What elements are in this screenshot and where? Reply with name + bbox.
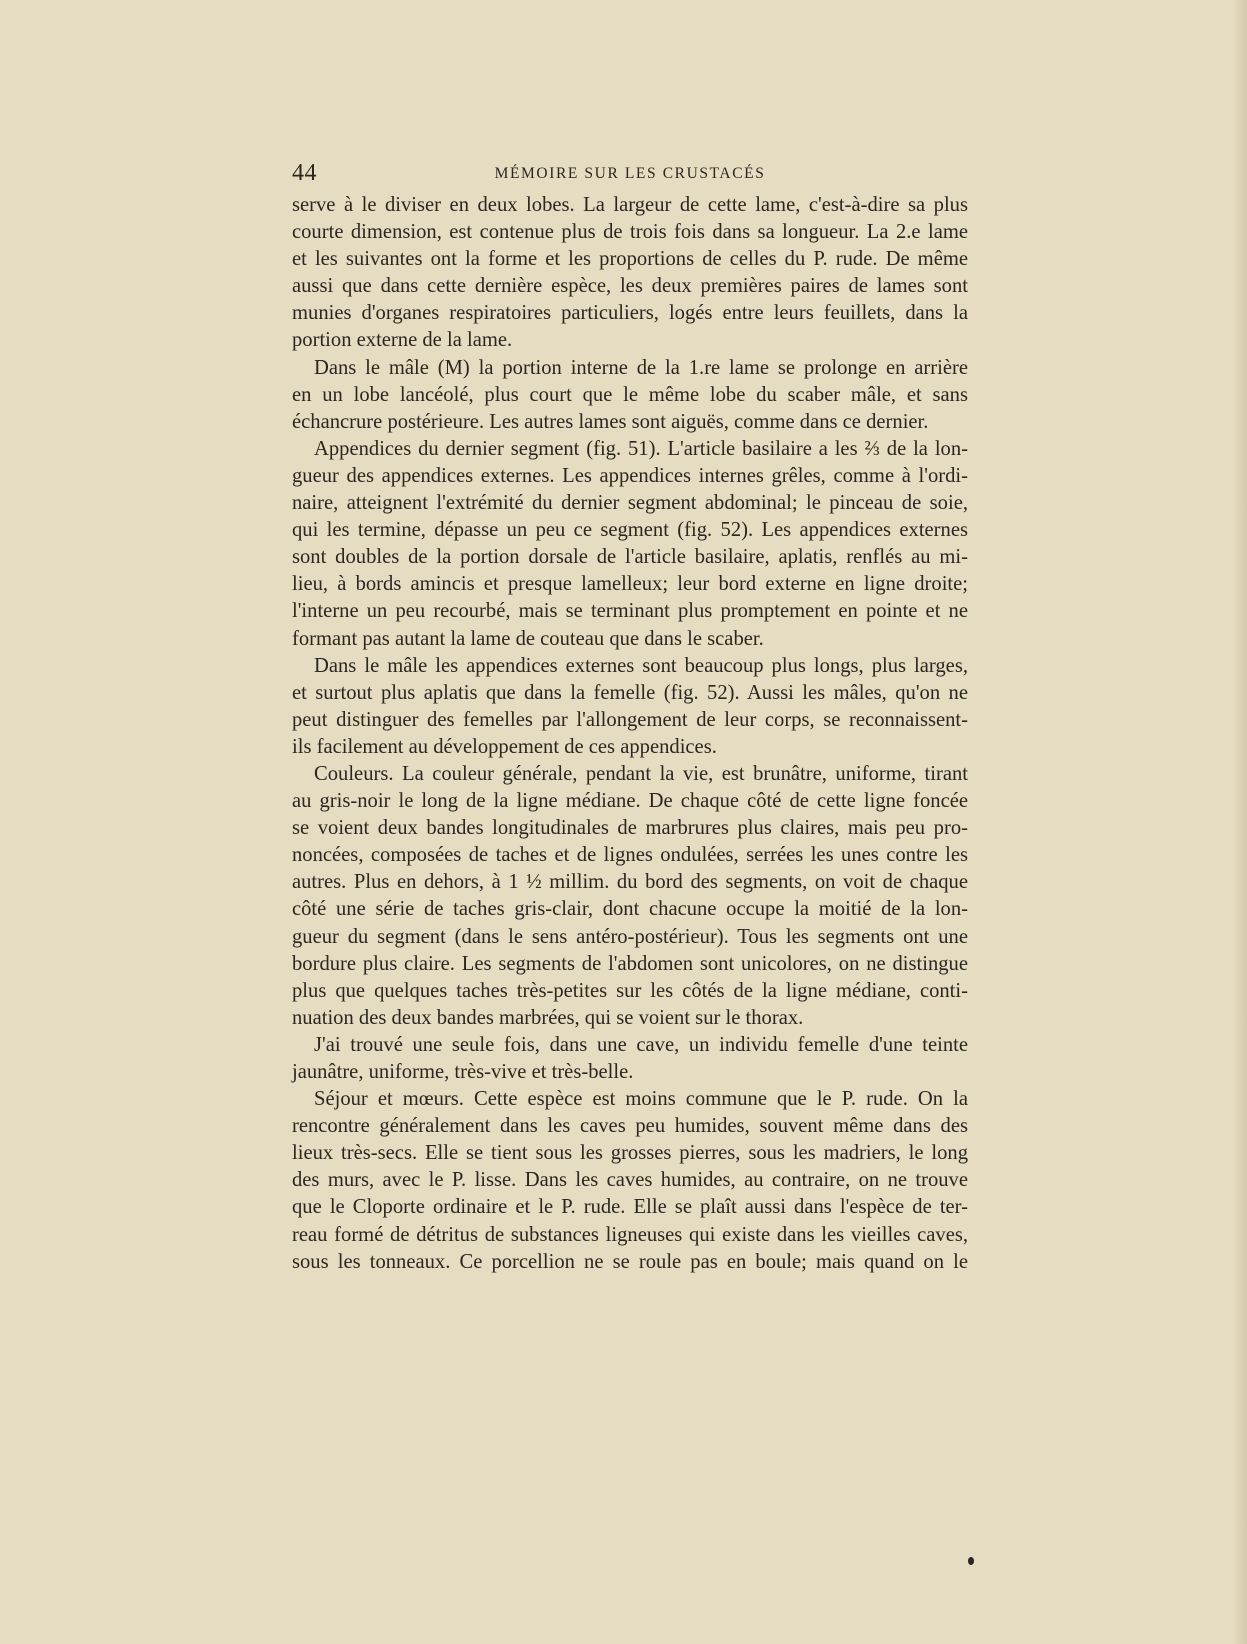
text-line: aussi que dans cette dernière espèce, les deux premières paires de lames sont [292,275,968,298]
page-edge-shade [1233,0,1247,1644]
text-line: peut distinguer des femelles par l'allongement de leur corps, se reconnaissent- [292,708,968,731]
text-line: se voient deux bandes longitudinales de marbrures plus claires, mais peu pro- [292,817,968,840]
text-line: J'ai trouvé une seule fois, dans une cave, un individu femelle d'une teinte [314,1033,968,1056]
text-line: au gris-noir le long de la ligne médiane. De chaque côté de cette ligne foncée [292,790,968,813]
page-number: 44 [292,160,317,186]
text-line: ils facilement au développement de ces appendices. [292,735,717,758]
text-line: et les suivantes ont la forme et les proportions de celles du P. rude. De même [292,248,968,271]
text-line: et surtout plus aplatis que dans la femelle (fig. 52). Aussi les mâles, qu'on ne [292,681,968,704]
ink-spot [968,1557,974,1565]
text-line: lieu, à bords amincis et presque lamelleux; leur bord externe en ligne droite; [292,573,968,596]
text-line: lieux très-secs. Elle se tient sous les grosses pierres, sous les madriers, le long [292,1142,968,1165]
text-line: nuation des deux bandes marbrées, qui se voient sur le thorax. [292,1006,804,1029]
text-line: gueur des appendices externes. Les appendices internes grêles, comme à l'ordi- [292,464,968,487]
text-line: Couleurs. La couleur générale, pendant la vie, est brunâtre, uniforme, tirant [314,762,968,785]
header-title: MÉMOIRE SUR LES CRUSTACÉS [494,165,766,182]
text-line: courte dimension, est contenue plus de trois fois dans sa longueur. La 2.e lame [292,221,968,244]
text-line: portion externe de la lame. [292,329,513,352]
text-line: bordure plus claire. Les segments de l'abdomen sont unicolores, on ne distingue [292,952,968,975]
text-line: formant pas autant la lame de couteau que dans le scaber. [292,627,764,650]
text-line: serve à le diviser en deux lobes. La largeur de cette lame, c'est-à-dire sa plus [292,194,968,216]
text-line: Dans le mâle (M) la portion interne de la 1.re lame se prolonge en arrière [314,356,968,379]
text-line: rencontre généralement dans les caves peu humides, souvent même dans des [292,1115,968,1138]
text-line: l'interne un peu recourbé, mais se terminant plus promptement en pointe et ne [292,600,968,623]
running-head [292,160,968,190]
body-text [292,192,968,1276]
text-line: Appendices du dernier segment (fig. 51). L'article basilaire a les ⅔ de la lon- [314,437,968,460]
text-line: munies d'organes respiratoires particuliers, logés entre leurs feuillets, dans la [292,302,968,325]
text-line: autres. Plus en dehors, à 1 ½ millim. du bord des segments, on voit de chaque [292,871,968,894]
text-line: qui les termine, dépasse un peu ce segment (fig. 52). Les appendices externes [292,519,968,542]
text-line: reau formé de détritus de substances ligneuses qui existe dans les vieilles caves, [292,1223,968,1246]
text-line: jaunâtre, uniforme, très-vive et très-belle. [292,1061,634,1083]
text-line: sous les tonneaux. Ce porcellion ne se roule pas en boule; mais quand on le [292,1250,968,1273]
text-line: Dans le mâle les appendices externes sont beaucoup plus longs, plus larges, [314,654,968,677]
text-line: sont doubles de la portion dorsale de l'article basilaire, aplatis, renflés au mi- [292,546,968,569]
text-line: Séjour et mœurs. Cette espèce est moins commune que le P. rude. On la [314,1088,968,1111]
text-line: en un lobe lancéolé, plus court que le même lobe du scaber mâle, et sans [292,383,968,406]
text-line: noncées, composées de taches et de lignes ondulées, serrées les unes contre les [292,844,968,867]
text-line: plus que quelques taches très-petites sur les côtés de la ligne médiane, conti- [292,979,968,1002]
text-line: des murs, avec le P. lisse. Dans les caves humides, au contraire, on ne trouve [292,1169,968,1192]
text-line: que le Cloporte ordinaire et le P. rude. Elle se plaît aussi dans l'espèce de ter- [292,1196,968,1219]
text-line: côté une série de taches gris-clair, dont chacune occupe la moitié de la lon- [292,898,968,921]
text-line: gueur du segment (dans le sens antéro-postérieur). Tous les segments ont une [292,925,968,948]
text-line: échancrure postérieure. Les autres lames sont aiguës, comme dans ce dernier. [292,410,929,433]
text-line: naire, atteignent l'extrémité du dernier segment abdominal; le pinceau de soie, [292,492,968,515]
